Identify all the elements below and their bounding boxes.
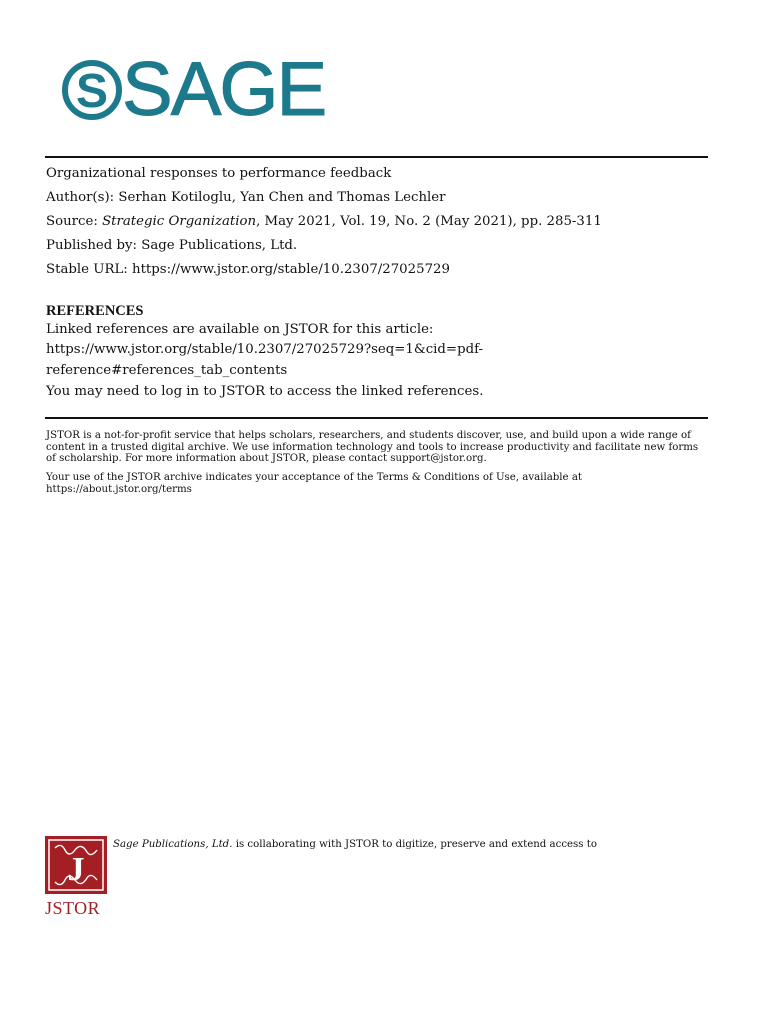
source-label: Source: <box>46 214 103 229</box>
references-login-note: You may need to log in to JSTOR to access the linked references. <box>46 384 484 399</box>
references-heading: REFERENCES <box>46 303 144 319</box>
top-divider <box>45 156 708 158</box>
sage-emblem-letter: S <box>75 65 109 118</box>
sage-wordmark: SAGE <box>122 47 326 132</box>
collab-text: is collaborating with JSTOR to digitize, preserve and extend access to <box>232 839 597 850</box>
title-text: Organizational responses to performance feedback <box>46 166 392 181</box>
article-title <box>46 164 391 184</box>
collab-publisher: Sage Publications, Ltd. <box>113 839 233 850</box>
source-line <box>46 212 602 232</box>
journal-name: Strategic Organization <box>102 214 257 229</box>
publisher-line <box>46 236 297 256</box>
publisher-text: Published by: Sage Publications, Ltd. <box>46 238 298 253</box>
terms-notice: Your use of the JSTOR archive indicates your acceptance of the Terms & Conditions of Use, available at https://about.jstor.org/terms <box>46 472 582 495</box>
jstor-emblem-icon <box>45 836 107 894</box>
stable-url-line <box>46 260 450 280</box>
authors-value: Serhan Kotiloglu, Yan Chen and Thomas Lechler <box>118 190 446 205</box>
references-link-part1[interactable]: https://www.jstor.org/stable/10.2307/27025729?seq=1&cid=pdf- <box>46 342 484 357</box>
references-link-part2[interactable]: reference#references_tab_contents <box>46 363 288 378</box>
stable-url-label: Stable URL: <box>46 262 132 277</box>
jstor-mark-letter: J <box>67 851 85 888</box>
middle-divider <box>45 417 708 419</box>
collaboration-statement <box>113 838 597 851</box>
jstor-logo-mark <box>45 836 107 894</box>
authors-label: Author(s): <box>46 190 119 205</box>
source-details: , May 2021, Vol. 19, No. 2 (May 2021), pp. 285-311 <box>256 214 602 229</box>
authors-line <box>46 188 445 208</box>
stable-url-link[interactable]: https://www.jstor.org/stable/10.2307/27025729 <box>132 262 450 277</box>
jstor-notice: JSTOR is a not-for-profit service that helps scholars, researchers, and students discover, use, and build upon a wide range of content in a trusted digital archive. We use information technology and tools to increase productivity and facilitate new forms of scholarship. For more information about JSTOR, please contact support@jstor.org. <box>46 430 699 464</box>
references-intro: Linked references are available on JSTOR for this article: <box>46 322 434 337</box>
jstor-wordmark: JSTOR <box>45 898 101 918</box>
